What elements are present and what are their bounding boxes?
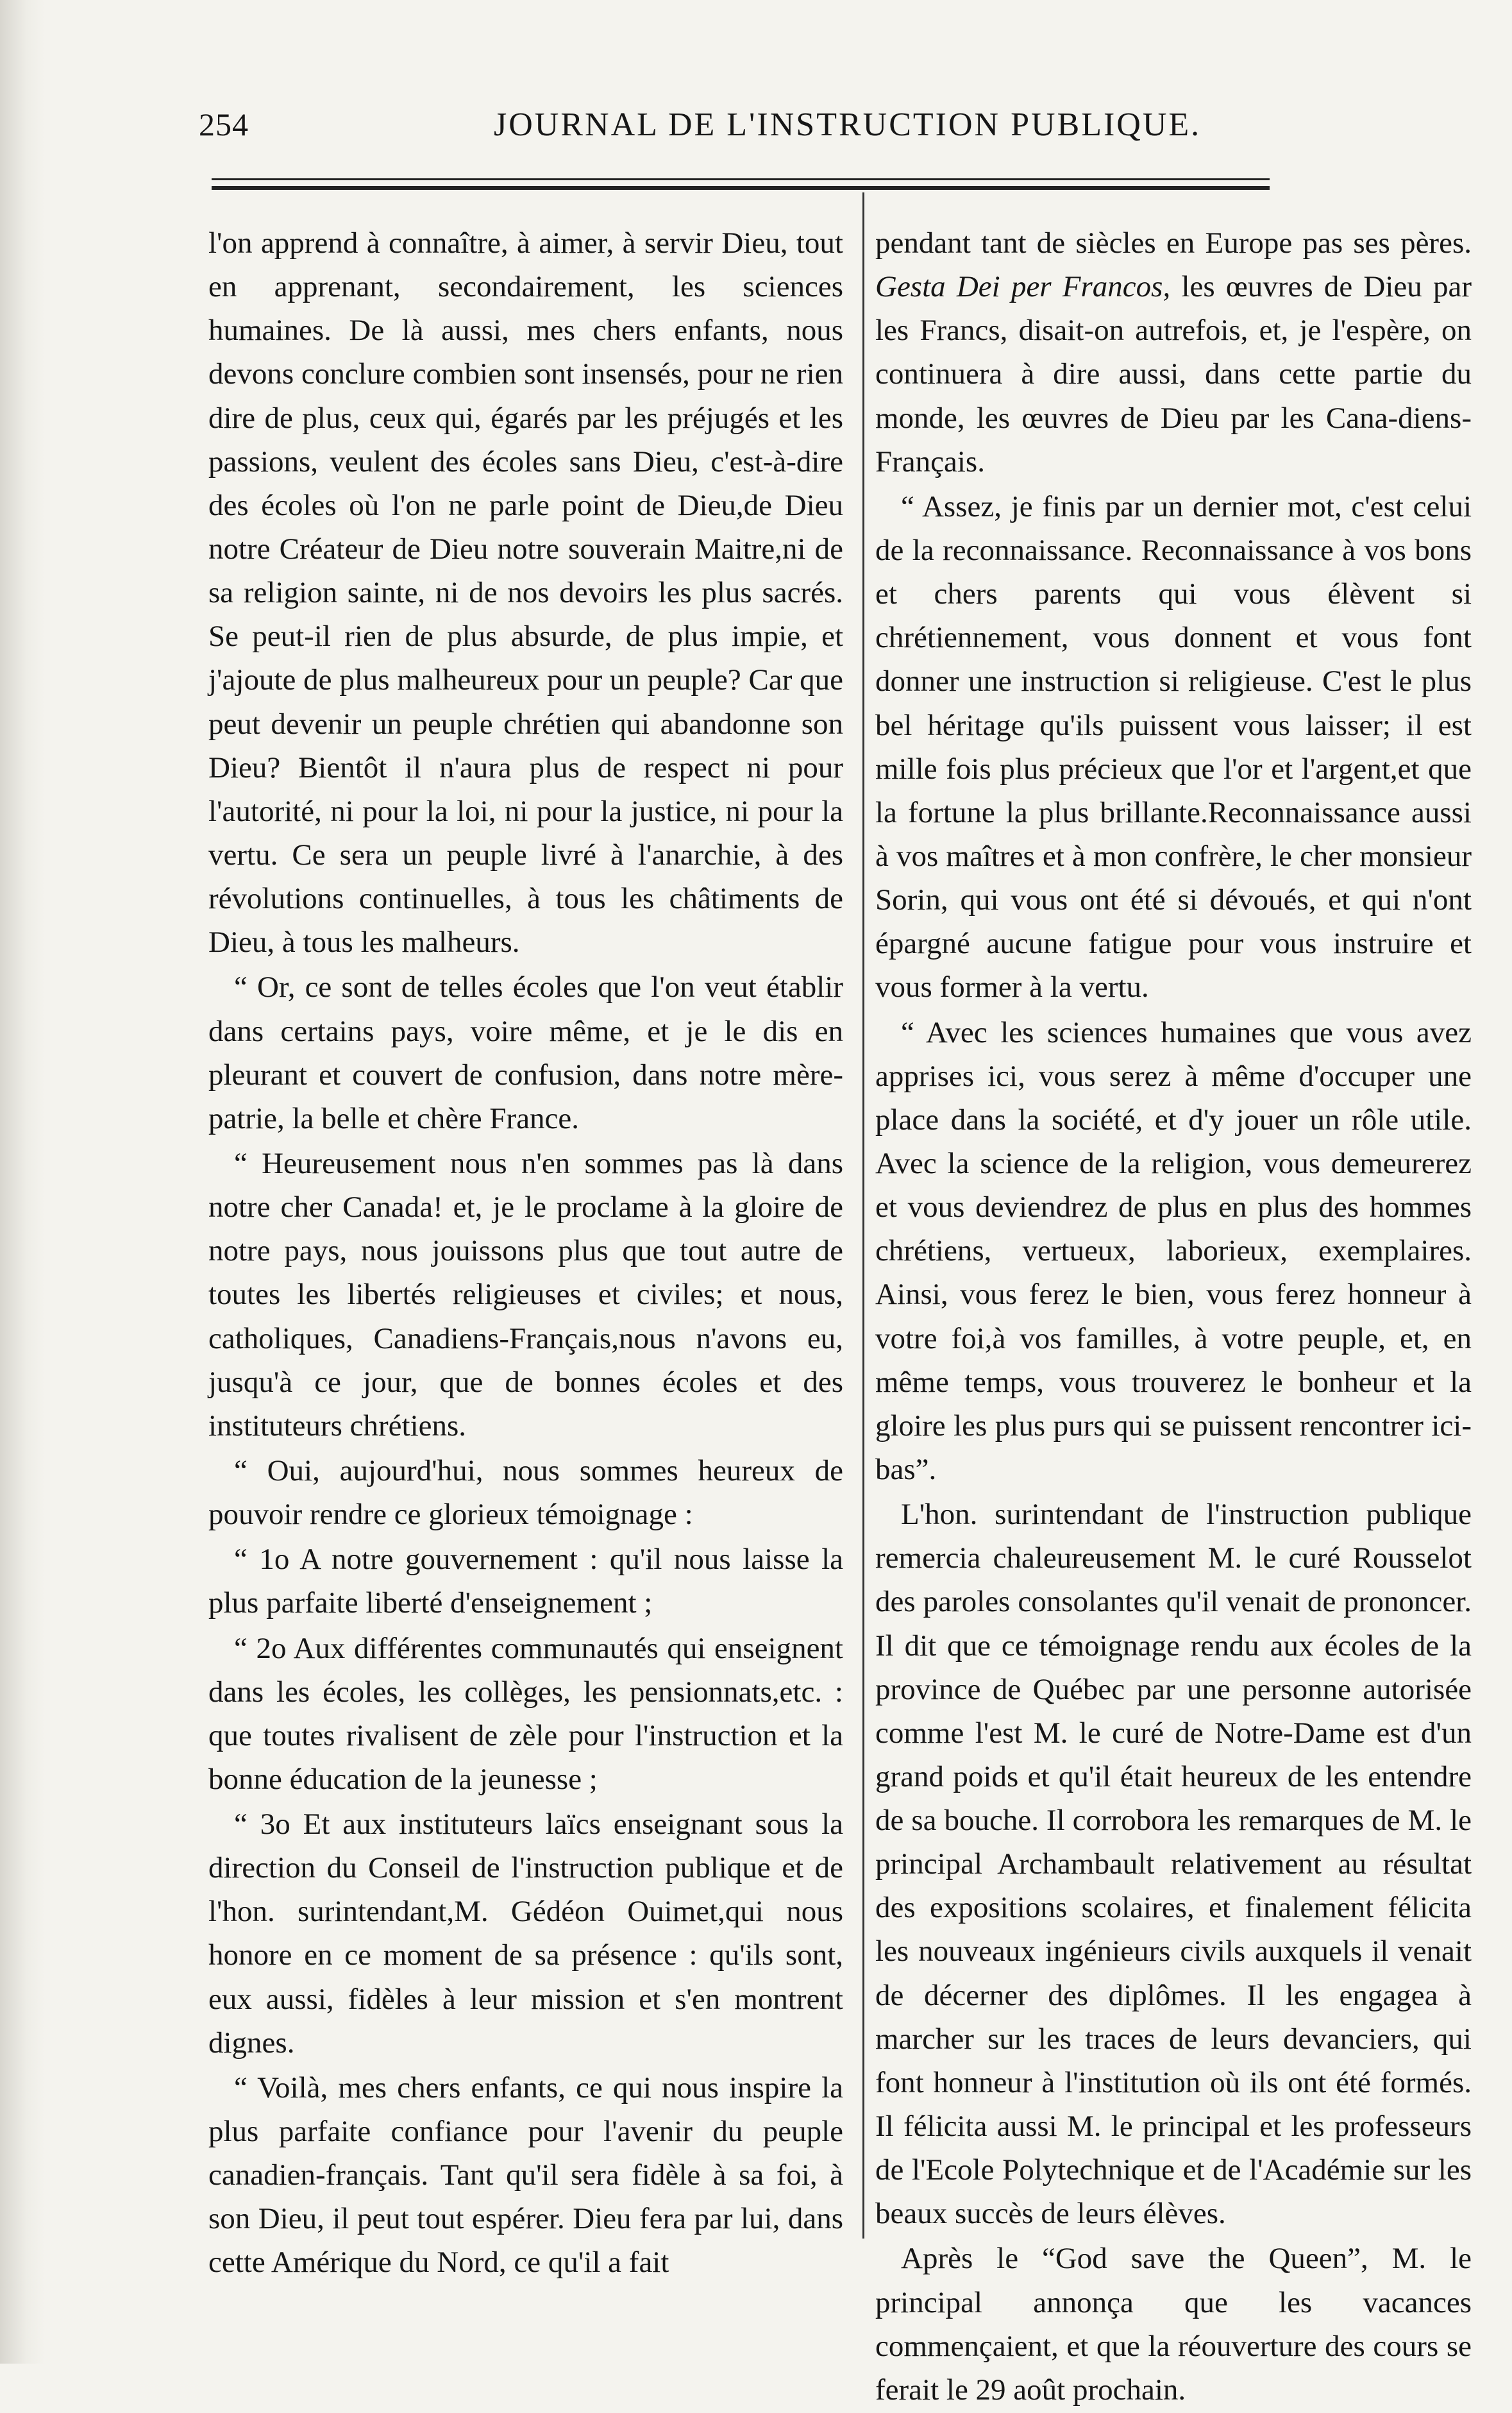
latin-phrase: Gesta Dei per Francos, [875,270,1171,304]
right-paragraph: “ Assez, je finis par un dernier mot, c'est celui de la reconnaissance. Reconnaissance à vos bons et chers parents qui vous élèvent si chrétiennement, vous donnent et vous font donner une instruction si religieuse. C'est le plus bel héritage qu'ils puissent vous laisser; il est mille fois plus précieux que l'or et l'argent,et que la fortune la plus brillante.Reconnaissance aussi à vos maîtres et à mon confrère, le cher monsieur Sorin, qui vous ont été si dévoués, et qui n'ont épargné aucune fatigue pour vous instruire et vous former à la vertu. [875,489,1472,1004]
left-paragraph: “ Heureusement nous n'en sommes pas là dans notre cher Canada! et, je le proclame à la gloire de notre pays, nous jouissons plus que tout autre de toutes les libertés religieuses et civiles; et nous, catholiques, Canadiens-Français,nous n'avons eu, jusqu'à ce jour, que de bonnes écoles et des instituteurs chrétiens. [208,1146,843,1443]
column-divider [862,192,864,2239]
right-column [875,221,1472,2413]
left-paragraph: “ 3o Et aux instituteurs laïcs enseignant sous la direction du Conseil de l'instruction publique et de l'hon. surintendant,M. Gédéon Ouimet,qui nous honore en ce moment de sa présence : qu'ils sont, eux aussi, fidèles à leur mission et s'en montrent dignes. [208,1808,843,2060]
header-rule-thick [212,186,1270,190]
header-rule-thin [212,178,1270,180]
page-header [199,106,1250,151]
left-paragraph: “ Voilà, mes chers enfants, ce qui nous inspire la plus parfaite confiance pour l'avenir du peuple canadien-français. Tant qu'il sera fidèle à sa foi, à son Dieu, il peut tout espérer. Dieu fera par lui, dans cette Amérique du Nord, ce qu'il a fait [208,2070,843,2280]
right-paragraph: Après le “God save the Queen”, M. le principal annonça que les vacances commençaient, et que la réouverture des cours se ferait le 29 août prochain. [875,2242,1472,2407]
right-paragraph-continuation [875,221,1472,484]
page-edge-shadow [0,0,45,2364]
left-paragraph: “ 2o Aux différentes communautés qui enseignent dans les écoles, les collèges, les pensionnats,etc. : que toutes rivalisent de zèle pour l'instruction et la bonne éducation de la jeunesse ; [208,1631,843,1796]
left-paragraph: l'on apprend à connaître, à aimer, à servir Dieu, tout en apprenant, secondairement, les sciences humaines. De là aussi, mes chers enfants, nous devons conclure combien sont insensés, pour ne rien dire de plus, ceux qui, égarés par les préjugés et les passions, veulent des écoles sans Dieu, c'est-à-dire des écoles où l'on ne parle point de Dieu,de Dieu notre Créateur de Dieu notre souverain Maitre,ni de sa religion sainte, ni de nos devoirs les plus sacrés. Se peut-il rien de plus absurde, de plus impie, et j'ajoute de plus malheureux pour un peuple? Car que peut devenir un peuple chrétien qui abandonne son Dieu? Bientôt il n'aura plus de respect ni pour l'autorité, ni pour la loi, ni pour la justice, ni pour la vertu. Ce sera un peuple livré à l'anarchie, à des révolutions continuelles, à tous les châtiments de Dieu, à tous les malheurs. [208,226,843,960]
page-number: 254 [199,106,249,142]
right-paragraph: L'hon. surintendant de l'instruction publique remercia chaleureusement M. le curé Rousselot des paroles consolantes qu'il venait de prononcer. Il dit que ce témoignage rendu aux écoles de la province de Québec par une personne autorisée comme l'est M. le curé de Notre-Dame est d'un grand poids et qu'il était heureux de les entendre de sa bouche. Il corrobora les remarques de M. le principal Archambault relativement au résultat des expositions scolaires, et finalement félicita les nouveaux ingénieurs civils auxquels il venait de décerner des diplômes. Il les engagea à marcher sur les traces de leurs devanciers, qui font honneur à l'institution où ils ont été formés. Il félicita aussi M. le principal et les professeurs de l'Ecole Polytechnique et de l'Académie sur les beaux succès de leurs élèves. [875,1498,1472,2231]
right-text-end: les œuvres de Dieu par les Francs, disait-on autrefois, et, je l'espère, on continuera à dire aussi, dans cette partie du monde, les œuvres de Dieu par les Cana-diens-Français. [875,270,1472,478]
right-paragraph: “ Avec les sciences humaines que vous avez apprises ici, vous serez à même d'occuper une place dans la société, et d'y jouer un rôle utile. Avec la science de la religion, vous demeurerez et vous deviendrez de plus en plus des hommes chrétiens, vertueux, laborieux, exemplaires. Ainsi, vous ferez le bien, vous ferez honneur à votre foi,à vos familles, à votre peuple, et, en même temps, vous trouverez le bonheur et la gloire les plus purs qui se puissent rencontrer ici-bas”. [875,1015,1472,1486]
left-paragraph: “ Or, ce sont de telles écoles que l'on veut établir dans certains pays, voire même, et je le dis en pleurant et couvert de confusion, dans notre mère-patrie, la belle et chère France. [208,970,843,1135]
left-column [208,221,843,2286]
running-title: JOURNAL DE L'INSTRUCTION PUBLIQUE. [494,106,1202,143]
right-text-start: pendant tant de siècles en Europe pas ses pères. [875,226,1472,260]
left-paragraph: “ Oui, aujourd'hui, nous sommes heureux de pouvoir rendre ce glorieux témoignage : [208,1453,843,1532]
left-paragraph: “ 1o A notre gouvernement : qu'il nous laisse la plus parfaite liberté d'enseignement ; [208,1543,843,1620]
